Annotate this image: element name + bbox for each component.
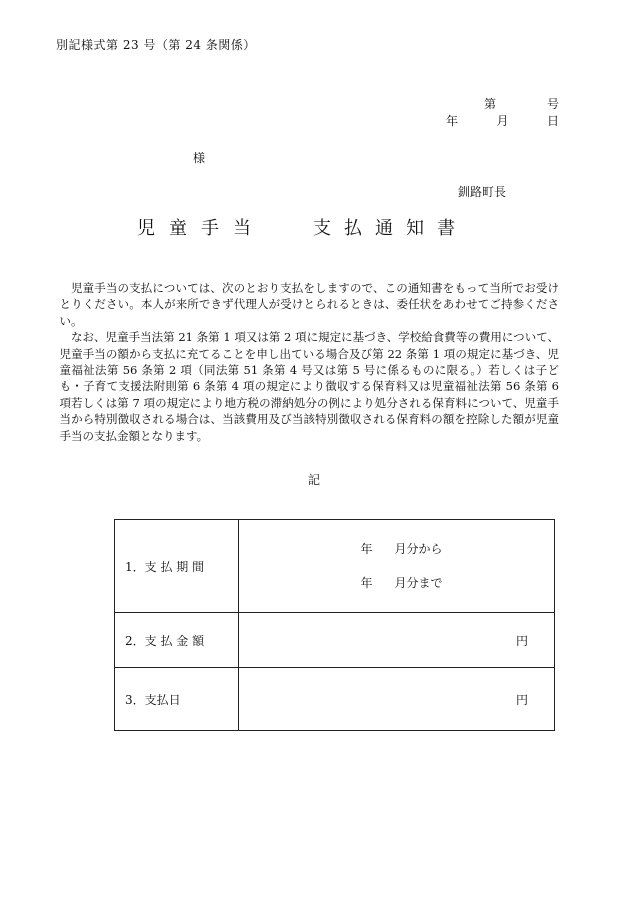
document-date-year: 年 — [446, 114, 459, 128]
payment-period-to-year: 年 — [360, 576, 373, 590]
payment-period-from — [239, 532, 554, 566]
details-table — [114, 519, 555, 731]
payment-period-to — [239, 566, 554, 600]
document-title — [137, 214, 468, 240]
payment-date-value — [239, 668, 555, 731]
addressee: 様 — [193, 151, 206, 165]
document-date — [446, 112, 559, 129]
table-row — [115, 520, 555, 613]
document-number-prefix: 第 — [484, 97, 497, 111]
payment-date-unit: 円 — [515, 692, 528, 707]
payment-period-value — [239, 520, 555, 613]
payment-date-label: 3．支払日 — [115, 668, 239, 731]
payment-amount-label: 2．支 払 金 額 — [115, 613, 239, 668]
body-text — [59, 280, 559, 444]
document-number-suffix: 号 — [546, 97, 559, 111]
body-paragraph-1: 児童手当の支払については、次のとおり支払をしますので、この通知書をもって当所でお受けとりください。本人が来所できず代理人が受けとられるときは、委任状をあわせてご持参ください。 — [59, 281, 559, 328]
document-title-part2: 支払通知書 — [313, 218, 468, 239]
payment-amount-value — [239, 613, 555, 668]
payment-period-to-month: 月分まで — [394, 576, 443, 590]
payment-period-label: 1．支 払 期 間 — [115, 520, 239, 613]
body-paragraph-2: なお、児童手当法第 21 条第 1 項又は第 2 項に規定に基づき、学校給食費等の費用について、児童手当の額から支払に充てることを申し出ている場合及び第 22 条第 1 項の規定に基づき、児童福祉法第 56 条第 2 項（同法第 51 条第 4 号又は第 5 号に係るものに限る。）若しくは子ども・子育て支援法附則第 6 条第 4 項の規定により徴収する保育料又は児童福祉法第 56 条第 6 項若しくは第 7 項の規定により地方税の滞納処分の例により処分される保育料について、児童手当から特別徴収される場合は、当該費用及び当該特別徴収される保育料の額を控除した額が児童手当の支払金額となります。 — [59, 330, 559, 443]
payment-amount-unit: 円 — [515, 633, 528, 648]
document-date-day: 日 — [546, 114, 559, 128]
document-title-part1: 児童手当 — [137, 218, 265, 239]
table-row — [115, 613, 555, 668]
payment-period-from-month: 月分から — [394, 542, 443, 556]
ki-label: 記 — [308, 473, 321, 487]
form-number: 別記様式第 23 号（第 24 条関係） — [56, 38, 256, 52]
payment-period-from-year: 年 — [360, 542, 373, 556]
issuer: 釧路町長 — [458, 185, 507, 199]
table-row — [115, 668, 555, 731]
document-number — [484, 95, 559, 112]
document-date-month: 月 — [496, 114, 509, 128]
